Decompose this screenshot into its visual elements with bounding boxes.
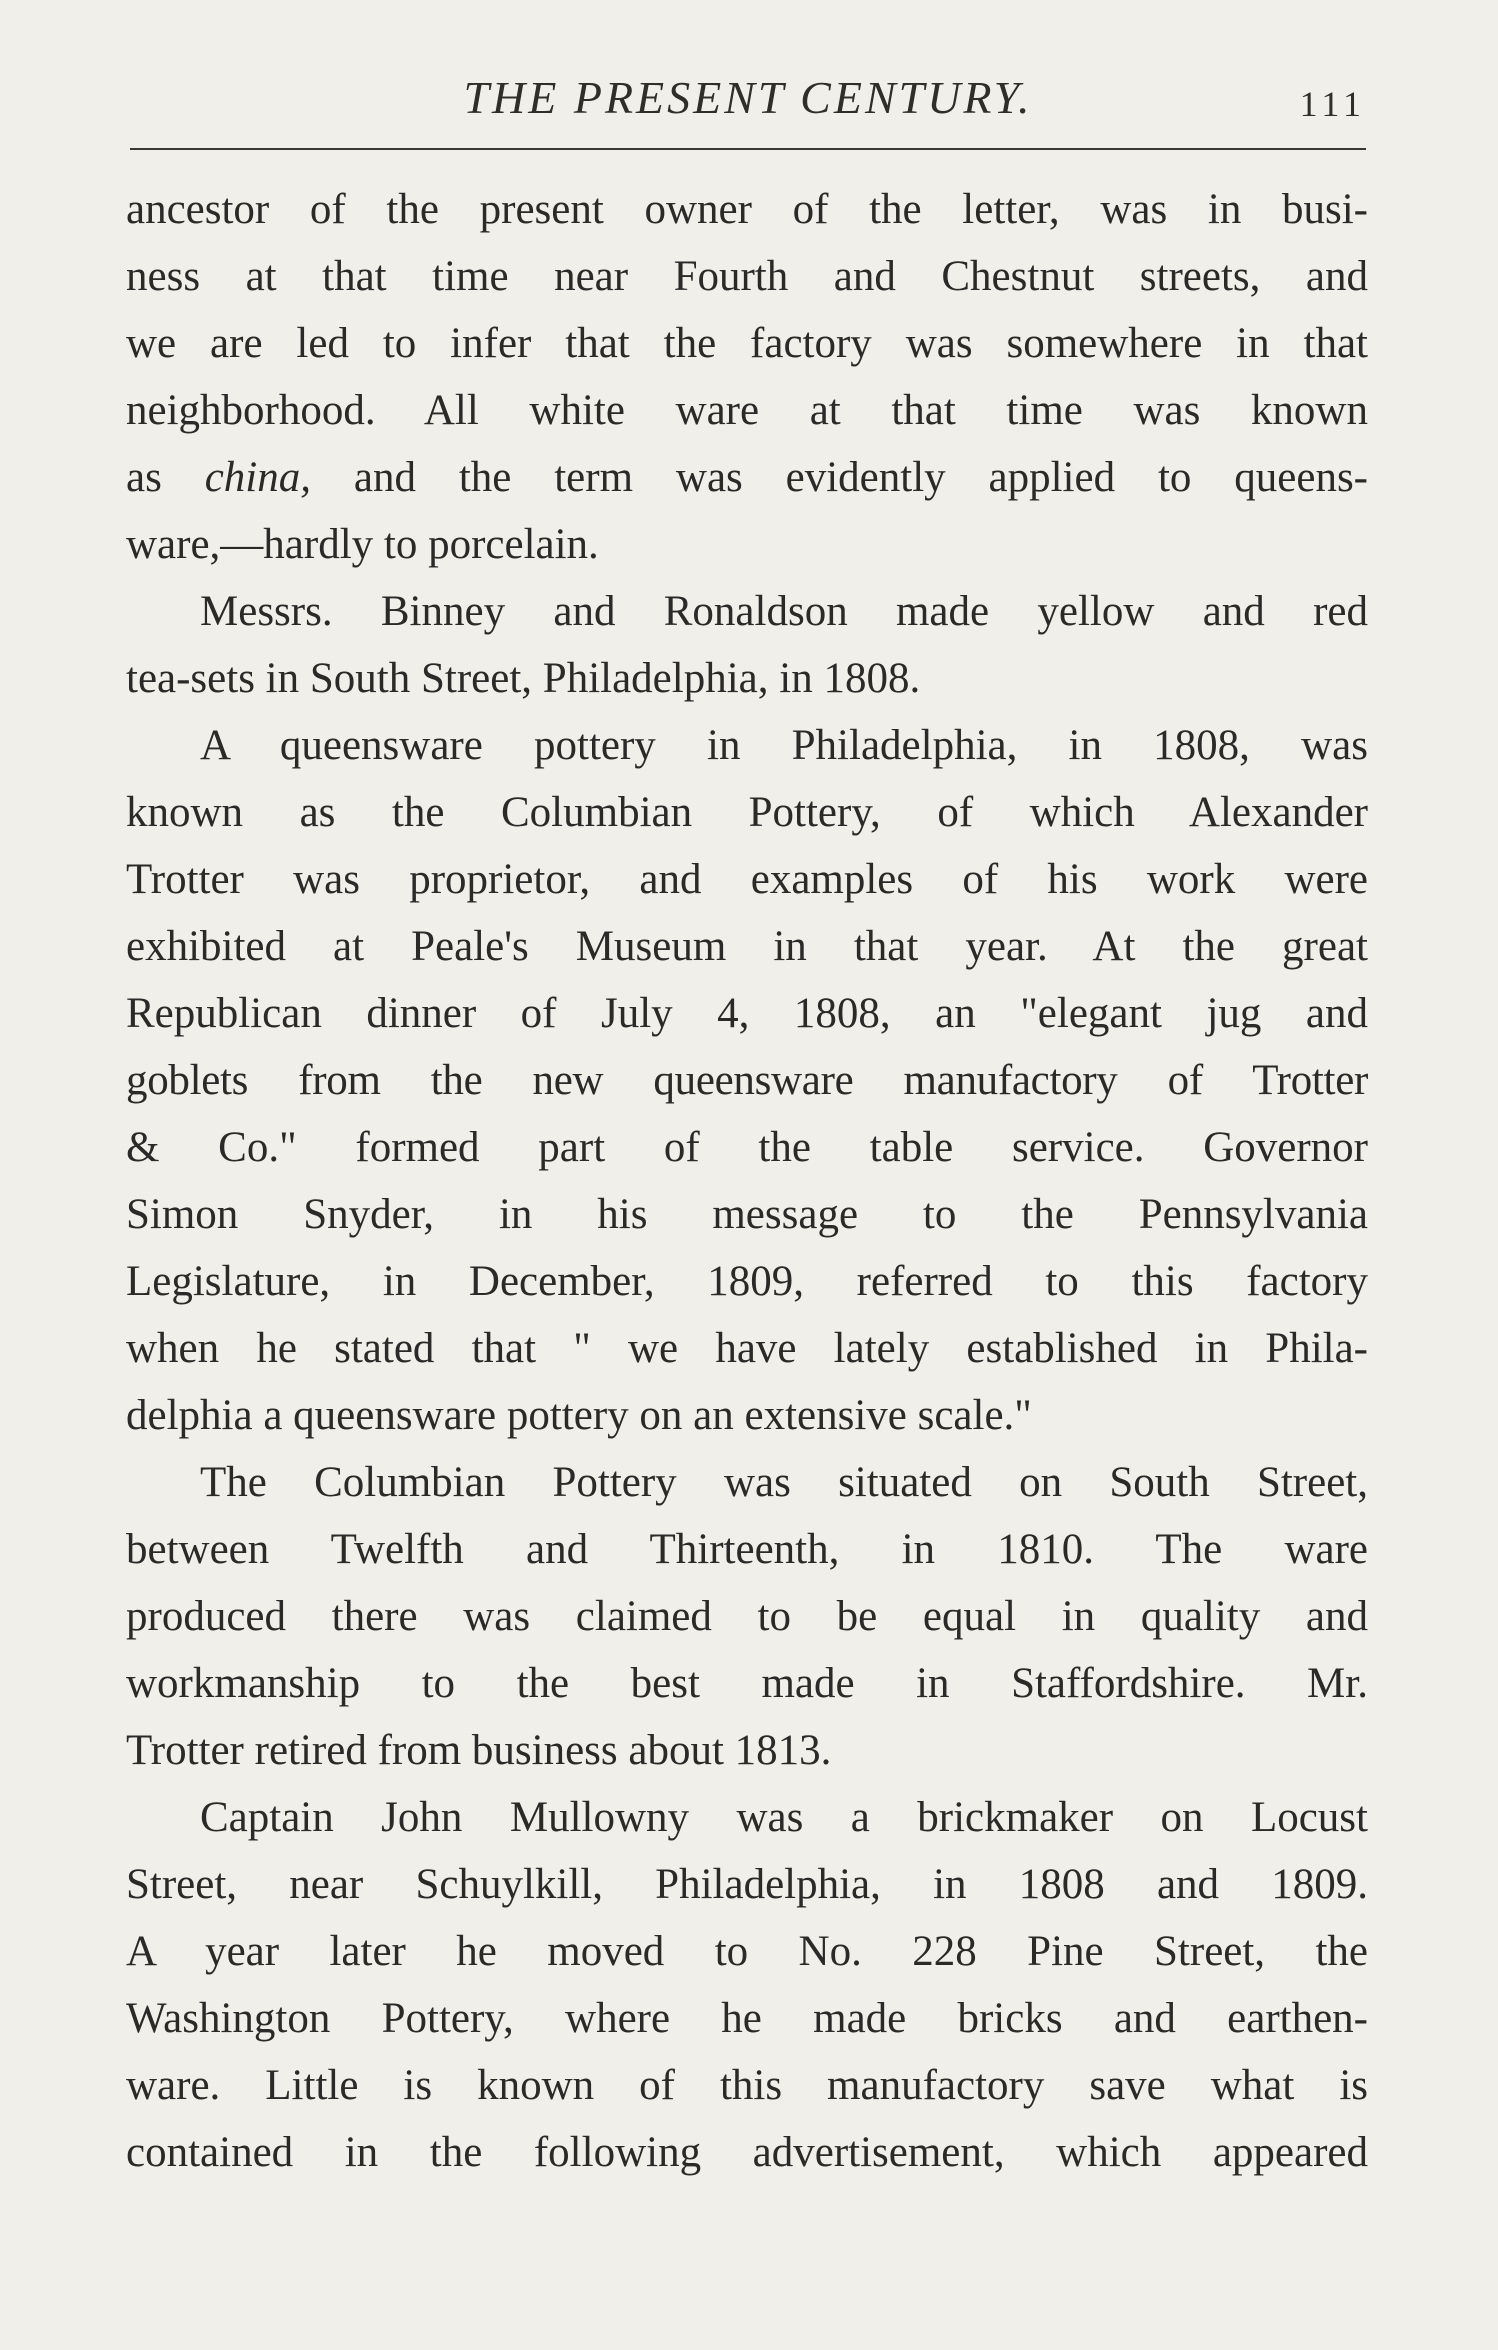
text-line: Captain John Mullowny was a brickmaker on Locust [200,1794,1368,1841]
text-line: Trotter retired from business about 1813. [126,1727,832,1774]
text-line: ancestor of the present owner of the letter, was in busi- [126,186,1368,233]
text-line: ware,—hardly to porcelain. [126,521,599,568]
text-line: & Co." formed part of the table service. Governor [126,1124,1368,1171]
text-line: we are led to infer that the factory was somewhere in that [126,320,1368,367]
text-line: exhibited at Peale's Museum in that year. At the great [126,923,1368,970]
running-title: THE PRESENT CENTURY. [463,72,1033,123]
text-line: A queensware pottery in Philadelphia, in 1808, was [200,722,1368,769]
text-line: tea-sets in South Street, Philadelphia, in 1808. [126,655,921,702]
text-line: delphia a queensware pottery on an extensive scale." [126,1392,1032,1439]
text-line-end: and the term was evidently applied to queens- [311,454,1368,501]
text-line: workmanship to the best made in Staffordshire. Mr. [126,1660,1368,1707]
text-line: known as the Columbian Pottery, of which Alexander [126,789,1368,836]
text-line: contained in the following advertisement, which appeared [126,2129,1368,2176]
text-line: between Twelfth and Thirteenth, in 1810. The ware [126,1526,1368,1573]
text-line: Messrs. Binney and Ronaldson made yellow and red [200,588,1368,635]
text-line: produced there was claimed to be equal in quality and [126,1593,1368,1640]
text-line: Republican dinner of July 4, 1808, an "elegant jug and [126,990,1368,1037]
page-number: 111 [1299,84,1366,124]
text-line: A year later he moved to No. 228 Pine Street, the [126,1928,1368,1975]
text-line: Trotter was proprietor, and examples of his work were [126,856,1368,903]
italic-word-china: china, [204,454,311,501]
body-text [126,176,1368,2186]
text-line: Washington Pottery, where he made bricks and earthen- [126,1995,1368,2042]
text-line: when he stated that " we have lately established in Phila- [126,1325,1368,1372]
text-line: Street, near Schuylkill, Philadelphia, in 1808 and 1809. [126,1861,1368,1908]
text-line [126,444,1368,511]
text-line: Legislature, in December, 1809, referred to this factory [126,1258,1368,1305]
text-line: The Columbian Pottery was situated on South Street, [200,1459,1368,1506]
text-line-start: as [126,454,205,501]
text-line: neighborhood. All white ware at that time was known [126,387,1368,434]
text-line: ness at that time near Fourth and Chestnut streets, and [126,253,1368,300]
text-line: ware. Little is known of this manufactory save what is [126,2062,1368,2109]
text-line: goblets from the new queensware manufactory of Trotter [126,1057,1368,1104]
header-rule [130,148,1366,150]
text-line: Simon Snyder, in his message to the Pennsylvania [126,1191,1368,1238]
running-head [130,66,1366,130]
